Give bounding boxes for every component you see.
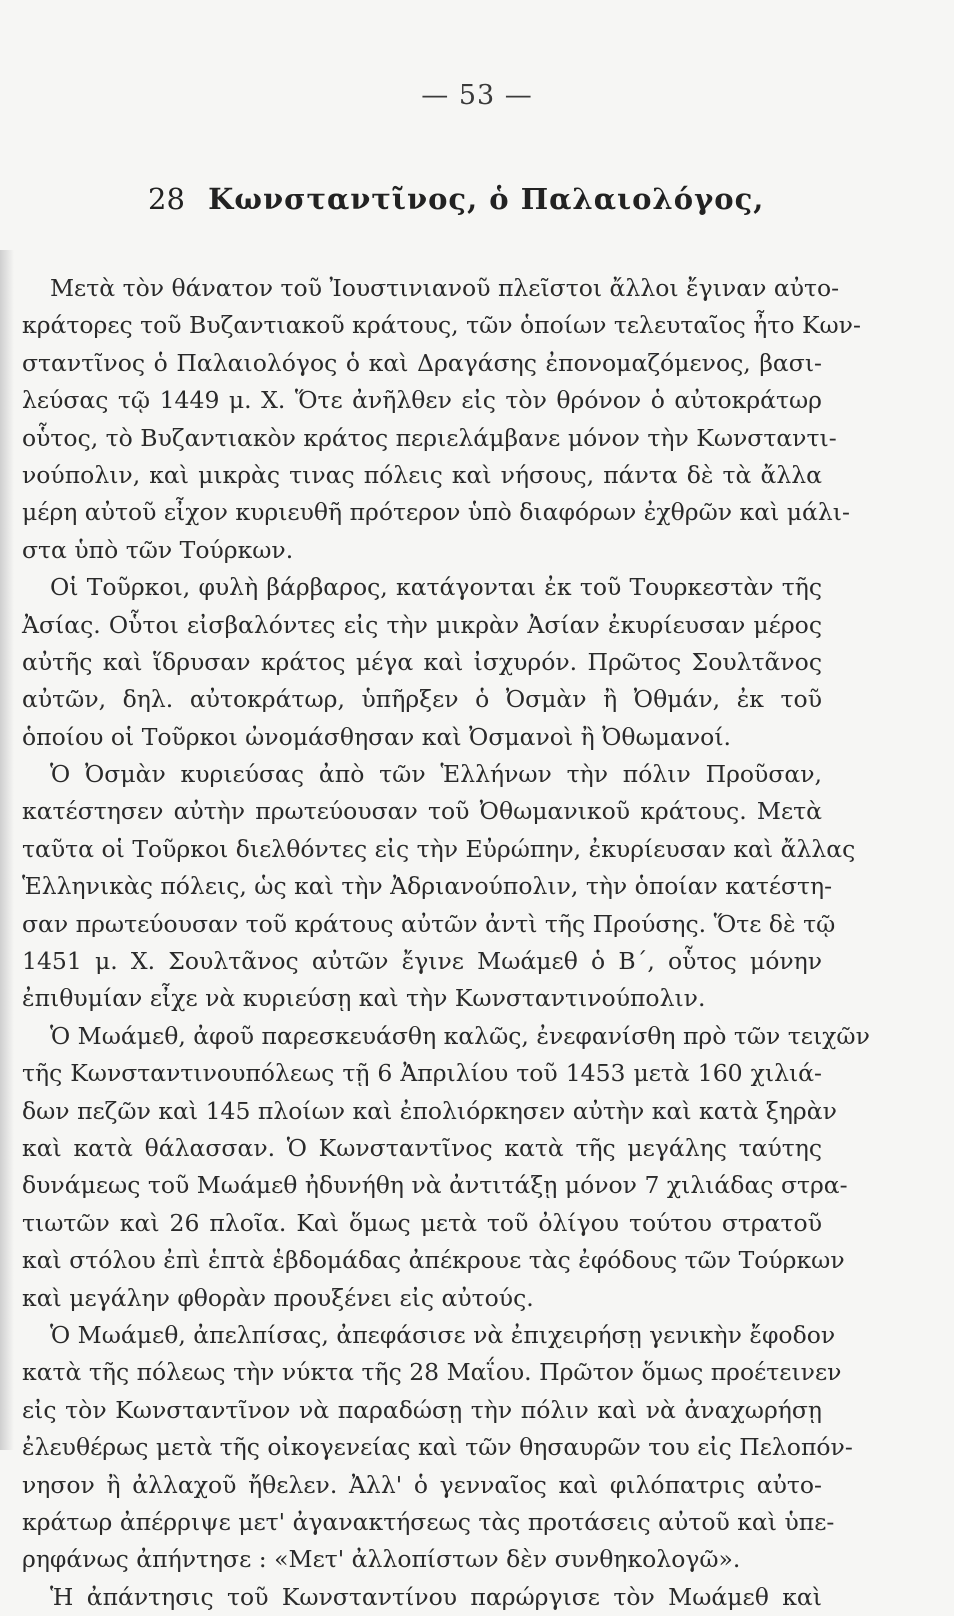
text-line: σταντῖνος ὁ Παλαιολόγος ὁ καὶ Δραγάσης ἐπονομαζόμενος, βασι-: [22, 348, 822, 377]
text-line: καὶ στόλου ἐπὶ ἑπτὰ ἑβδομάδας ἀπέκρουε τὰς ἐφόδους τῶν Τούρκων: [22, 1246, 845, 1275]
page-number: — 53 —: [421, 80, 533, 111]
text-line: λεύσας τῷ 1449 μ. Χ. Ὅτε ἀνῆλθεν εἰς τὸν θρόνον ὁ αὐτοκράτωρ: [22, 386, 822, 415]
text-line: ἐπιθυμίαν εἶχε νὰ κυριεύσῃ καὶ τὴν Κωνσταντινούπολιν.: [22, 984, 706, 1013]
text-line: τιωτῶν καὶ 26 πλοῖα. Καὶ ὅμως μετὰ τοῦ ὀλίγου τούτου στρατοῦ: [22, 1208, 822, 1237]
text-line: αὐτῆς καὶ ἵδρυσαν κράτος μέγα καὶ ἰσχυρόν. Πρῶτος Σουλτᾶνος: [22, 647, 822, 676]
text-line: νούπολιν, καὶ μικρὰς τινας πόλεις καὶ νήσους, πάντα δὲ τὰ ἄλλα: [22, 460, 822, 489]
text-line: ταῦτα οἱ Τοῦρκοι διελθόντες εἰς τὴν Εὐρώπην, ἐκυρίευσαν καὶ ἄλλας: [22, 834, 856, 863]
text-line: ἐλευθέρως μετὰ τῆς οἰκογενείας καὶ τῶν θησαυρῶν του εἰς Πελοπόν-: [22, 1433, 853, 1462]
body-text: [22, 270, 870, 1616]
text-line: κατέστησεν αὐτὴν πρωτεύουσαν τοῦ Ὀθωμανικοῦ κράτους. Μετὰ: [22, 797, 822, 826]
text-line: νησον ἢ ἀλλαχοῦ ἤθελεν. Ἀλλ' ὁ γενναῖος καὶ φιλόπατρις αὐτο-: [22, 1470, 822, 1499]
text-line: μέρη αὐτοῦ εἶχον κυριευθῆ πρότερον ὑπὸ διαφόρων ἐχθρῶν καὶ μάλι-: [22, 498, 850, 527]
text-line: 1451 μ. Χ. Σουλτᾶνος αὐτῶν ἔγινε Μωάμεθ ὁ Β΄, οὗτος μόνην: [22, 947, 822, 976]
page-edge-shadow: [0, 250, 14, 1450]
text-line: κράτορες τοῦ Βυζαντιακοῦ κράτους, τῶν ὁποίων τελευταῖος ἦτο Κων-: [22, 311, 861, 340]
text-line: εἰς τὸν Κωνσταντῖνον νὰ παραδώσῃ τὴν πόλιν καὶ νὰ ἀναχωρήσῃ: [22, 1395, 822, 1424]
text-line: Μετὰ τὸν θάνατον τοῦ Ἰουστινιανοῦ πλεῖστοι ἄλλοι ἔγιναν αὐτο-: [50, 274, 840, 302]
text-line: Οἱ Τοῦρκοι, φυλὴ βάρβαρος, κατάγονται ἐκ τοῦ Τουρκεστὰν τῆς: [50, 573, 822, 602]
text-line: οὗτος, τὸ Βυζαντιακὸν κράτος περιελάμβανε μόνον τὴν Κωνσταντι-: [22, 423, 837, 452]
text-line: δων πεζῶν καὶ 145 πλοίων καὶ ἐπολιόρκησεν αὐτὴν καὶ κατὰ ξηρὰν: [22, 1096, 837, 1125]
section-number: 28: [148, 182, 185, 216]
text-line: Ἀσίας. Οὗτοι εἰσβαλόντες εἰς τὴν μικρὰν Ἀσίαν ἐκυρίευσαν μέρος: [22, 610, 822, 639]
text-line: Ἑλληνικὰς πόλεις, ὡς καὶ τὴν Ἀδριανούπολιν, τὴν ὁποίαν κατέστη-: [22, 872, 833, 901]
text-line: Ὁ Μωάμεθ, ἀπελπίσας, ἀπεφάσισε νὰ ἐπιχειρήσῃ γενικὴν ἔφοδον: [50, 1320, 836, 1349]
text-line: κράτωρ ἀπέρριψε μετ' ἀγανακτήσεως τὰς προτάσεις αὐτοῦ καὶ ὑπε-: [22, 1507, 835, 1536]
text-line: τῆς Κωνσταντινουπόλεως τῇ 6 Ἀπριλίου τοῦ 1453 μετὰ 160 χιλιά-: [22, 1059, 822, 1088]
section-title: Κωνσταντῖνος, ὁ Παλαιολόγος,: [208, 182, 765, 216]
text-line: Ὁ Μωάμεθ, ἀφοῦ παρεσκευάσθη καλῶς, ἐνεφανίσθη πρὸ τῶν τειχῶν: [50, 1021, 870, 1050]
text-line: σαν πρωτεύουσαν τοῦ κράτους αὐτῶν ἀντὶ τῆς Προύσης. Ὅτε δὲ τῷ: [22, 909, 836, 938]
text-line: καὶ μεγάλην φθορὰν προυξένει εἰς αὐτούς.: [22, 1283, 534, 1312]
text-line: καὶ κατὰ θάλασσαν. Ὁ Κωνσταντῖνος κατὰ τῆς μεγάλης ταύτης: [22, 1133, 822, 1162]
text-line: κατὰ τῆς πόλεως τὴν νύκτα τῆς 28 Μαΐου. Πρῶτον ὅμως προέτεινεν: [22, 1358, 842, 1387]
text-line: δυνάμεως τοῦ Μωάμεθ ἠδυνήθη νὰ ἀντιτάξῃ μόνον 7 χιλιάδας στρα-: [22, 1171, 848, 1200]
text-line: ὁποίου οἱ Τοῦρκοι ὠνομάσθησαν καὶ Ὀσμανοὶ ἢ Ὀθωμανοί.: [22, 722, 732, 751]
text-line: αὐτῶν, δηλ. αὐτοκράτωρ, ὑπῆρξεν ὁ Ὀσμὰν ἢ Ὀθμάν, ἐκ τοῦ: [22, 685, 822, 714]
text-line: ρηφάνως ἀπήντησε : «Μετ' ἀλλοπίστων δὲν συνθηκολογῶ».: [22, 1545, 741, 1574]
section-heading: [148, 182, 764, 216]
text-line: Ὁ Ὀσμὰν κυριεύσας ἀπὸ τῶν Ἑλλήνων τὴν πόλιν Προῦσαν,: [50, 760, 822, 789]
text-line: στα ὑπὸ τῶν Τούρκων.: [22, 535, 294, 564]
text-line: Ἡ ἀπάντησις τοῦ Κωνσταντίνου παρώργισε τὸν Μωάμεθ καὶ: [50, 1582, 822, 1611]
